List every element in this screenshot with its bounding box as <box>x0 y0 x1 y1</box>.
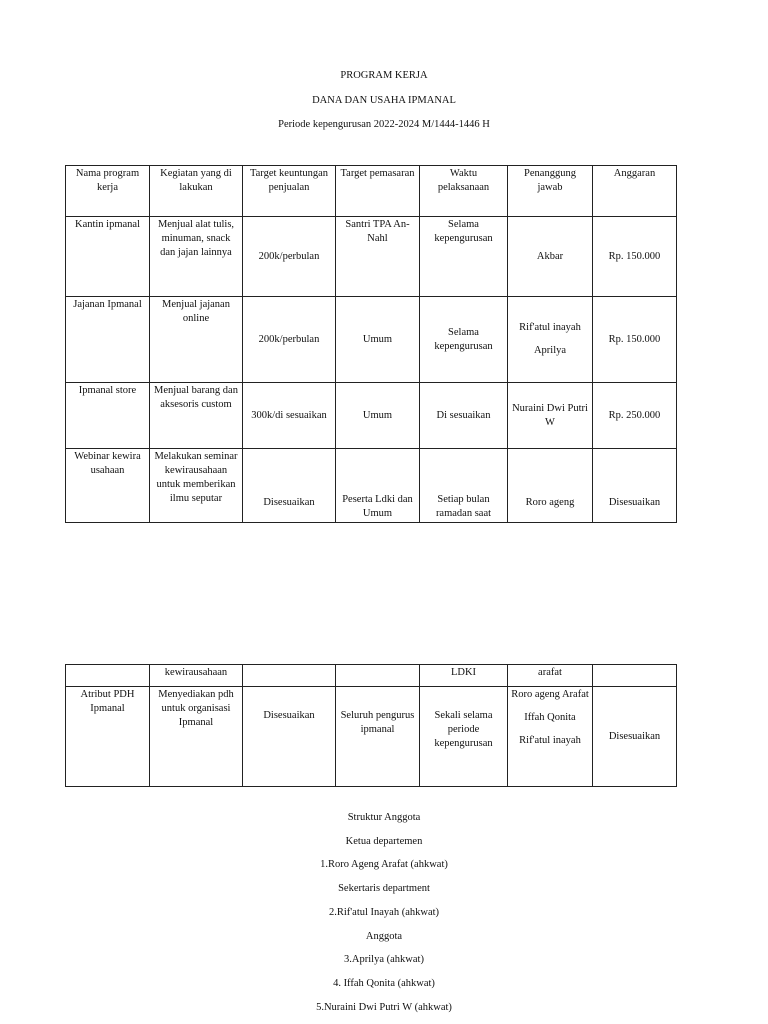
target-pemasaran-cell: Peserta Ldki dan Umum <box>336 449 420 523</box>
target-keuntungan-cell <box>243 665 336 687</box>
target-pemasaran-cell: Seluruh pengurus ipmanal <box>336 687 420 787</box>
anggota-label: Anggota <box>365 931 403 942</box>
program-cell <box>66 665 150 687</box>
column-header: Target pemasaran <box>336 166 420 217</box>
target-pemasaran-cell: Umum <box>336 297 420 383</box>
column-header: Anggaran <box>593 166 677 217</box>
program-kerja-table <box>65 165 677 523</box>
target-keuntungan-cell: 200k/perbulan <box>243 297 336 383</box>
program-cell: Atribut PDH Ipmanal <box>66 687 150 787</box>
table-row <box>66 665 677 687</box>
sekretaris-label: Sekertaris department <box>338 883 430 894</box>
kegiatan-cell: kewirausahaan <box>150 665 243 687</box>
penanggung-jawab-name: Iffah Qonita <box>524 712 576 723</box>
program-cell: Ipmanal store <box>66 383 150 449</box>
target-keuntungan-cell: 300k/di sesuaikan <box>243 383 336 449</box>
program-cell: Jajanan Ipmanal <box>66 297 150 383</box>
anggaran-cell: Disesuaikan <box>593 687 677 787</box>
program-cell: Webinar kewira usahaan <box>66 449 150 523</box>
target-pemasaran-cell <box>336 665 420 687</box>
program-cell: Kantin ipmanal <box>66 217 150 297</box>
struktur-heading: Struktur Anggota <box>347 812 421 823</box>
waktu-cell: LDKI <box>420 665 508 687</box>
target-keuntungan-cell: Disesuaikan <box>243 687 336 787</box>
target-keuntungan-cell: Disesuaikan <box>243 449 336 523</box>
program-kerja-table-continued <box>65 664 677 787</box>
target-keuntungan-cell: 200k/perbulan <box>243 217 336 297</box>
kegiatan-cell: Melakukan seminar kewirausahaan untuk memberikan ilmu seputar <box>150 449 243 523</box>
kegiatan-cell: Menyediakan pdh untuk organisasi Ipmanal <box>150 687 243 787</box>
penanggung-jawab-name: Rif'atul inayah <box>519 322 581 333</box>
target-pemasaran-cell: Umum <box>336 383 420 449</box>
ketua-label: Ketua departemen <box>345 836 423 847</box>
anggaran-cell: Rp. 150.000 <box>593 297 677 383</box>
waktu-cell: Selama kepengurusan <box>420 297 508 383</box>
waktu-cell: Di sesuaikan <box>420 383 508 449</box>
table-row <box>66 297 677 383</box>
document-subtitle: DANA DAN USAHA IPMANAL <box>312 95 456 106</box>
kegiatan-cell: Menjual jajanan online <box>150 297 243 383</box>
kegiatan-cell: Menjual barang dan aksesoris custom <box>150 383 243 449</box>
penanggung-jawab-cell <box>508 687 593 787</box>
column-header: Kegiatan yang di lakukan <box>150 166 243 217</box>
column-header: Penanggung jawab <box>508 166 593 217</box>
penanggung-jawab-cell: arafat <box>508 665 593 687</box>
penanggung-jawab-name: Rif'atul inayah <box>519 735 581 746</box>
anggota-member: 3.Aprilya (ahkwat) <box>344 954 424 965</box>
table-row <box>66 449 677 523</box>
table-row <box>66 383 677 449</box>
kegiatan-cell: Menjual alat tulis, minuman, snack dan jajan lainnya <box>150 217 243 297</box>
table-header-row <box>66 166 677 217</box>
document-period: Periode kepengurusan 2022-2024 M/1444-1446 H <box>278 119 490 130</box>
waktu-cell: Sekali selama periode kepengurusan <box>420 687 508 787</box>
anggaran-cell <box>593 665 677 687</box>
anggaran-cell: Rp. 150.000 <box>593 217 677 297</box>
sekretaris-name: 2.Rif'atul Inayah (ahkwat) <box>328 907 440 918</box>
anggaran-cell: Rp. 250.000 <box>593 383 677 449</box>
anggaran-cell: Disesuaikan <box>593 449 677 523</box>
penanggung-jawab-cell: Nuraini Dwi Putri W <box>508 383 593 449</box>
penanggung-jawab-cell: Akbar <box>508 217 593 297</box>
penanggung-jawab-name: Roro ageng Arafat <box>511 689 589 700</box>
table-row <box>66 687 677 787</box>
document-title: PROGRAM KERJA <box>340 70 428 81</box>
target-pemasaran-cell: Santri TPA An-Nahl <box>336 217 420 297</box>
waktu-cell: Setiap bulan ramadan saat <box>420 449 508 523</box>
penanggung-jawab-cell: Roro ageng <box>508 449 593 523</box>
penanggung-jawab-cell <box>508 297 593 383</box>
column-header: Nama program kerja <box>66 166 150 217</box>
column-header: Target keuntungan penjualan <box>243 166 336 217</box>
waktu-cell: Selama kepengurusan <box>420 217 508 297</box>
anggota-member: 4. Iffah Qonita (ahkwat) <box>333 978 435 989</box>
column-header: Waktu pelaksanaan <box>420 166 508 217</box>
table-row <box>66 217 677 297</box>
ketua-name: 1.Roro Ageng Arafat (ahkwat) <box>320 859 448 870</box>
penanggung-jawab-name: Aprilya <box>533 345 567 356</box>
anggota-member: 5.Nuraini Dwi Putri W (ahkwat) <box>316 1002 452 1013</box>
